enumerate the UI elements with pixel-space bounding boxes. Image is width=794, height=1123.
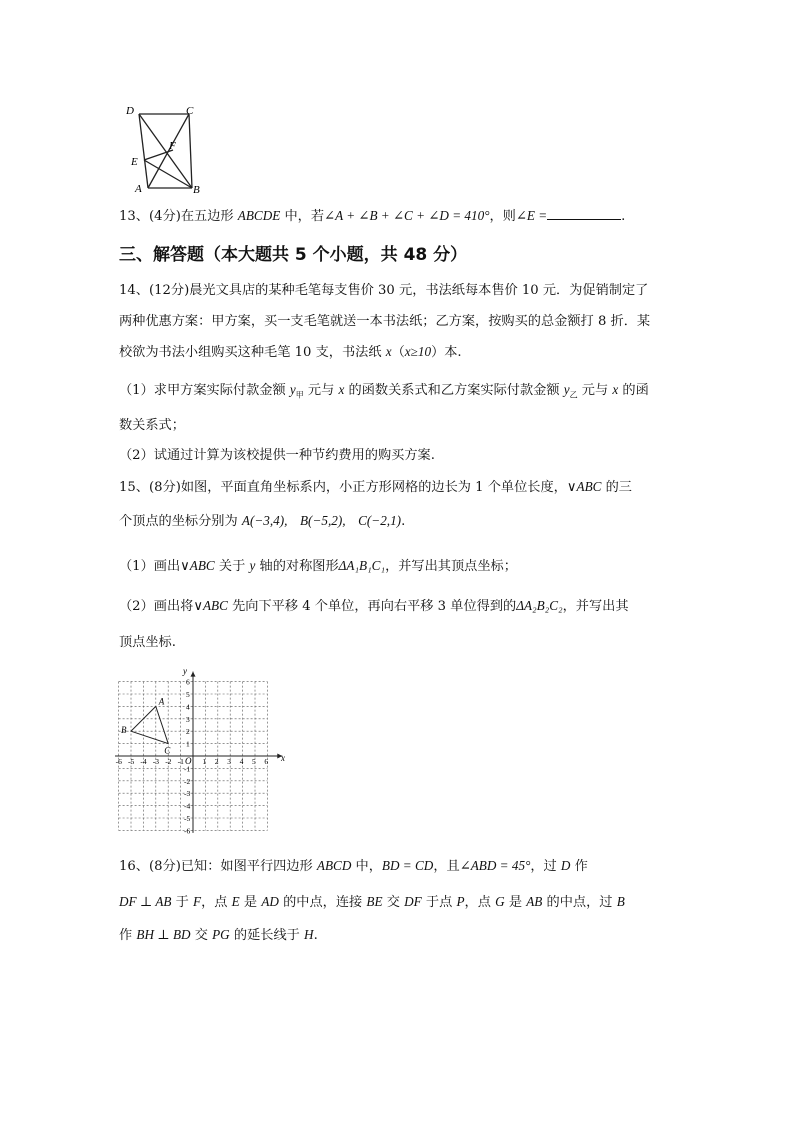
triangle-abc-shape <box>131 706 168 743</box>
y-axis-arrow-icon <box>191 672 196 677</box>
y-tick-label: 6 <box>186 677 190 687</box>
question-15-sub-2: （2）画出将∨ABC 先向下平移 4 个单位，再向右平移 3 单位得到的ΔA₂B₂C₂，并写出其 <box>119 598 629 614</box>
x-tick-label: 3 <box>227 757 231 766</box>
y-tick-label: -3 <box>184 789 191 799</box>
point-label-b: B <box>121 725 127 736</box>
y-tick-label: -4 <box>184 801 191 811</box>
x-tick-label: -6 <box>115 757 122 766</box>
label-e: E <box>131 156 138 168</box>
coordinate-grid-figure <box>115 664 295 834</box>
question-14-line-2: 两种优惠方案：甲方案，买一支毛笔就送一本书法纸；乙方案，按购买的总金额打 8 折．某 <box>119 314 651 329</box>
label-d: D <box>126 105 134 117</box>
question-16-line-1: 16、(8分)已知：如图平行四边形 ABCD 中，BD = CD，且∠ABD = 45°，过 D 作 <box>119 858 588 874</box>
axes <box>115 666 285 833</box>
x-tick-label: 4 <box>239 757 244 766</box>
question-15-sub-2-cont: 顶点坐标. <box>119 635 176 650</box>
x-tick-label: -2 <box>165 757 172 766</box>
y-tick-label: -2 <box>184 776 191 786</box>
question-15-line-2: 个顶点的坐标分别为 A(−3,4), B(−5,2), C(−2,1). <box>119 513 406 529</box>
triangle-abc <box>121 696 171 755</box>
y-tick-label: 2 <box>186 727 190 737</box>
question-13: 13、(4分)在五边形 ABCDE 中，若∠A + ∠B + ∠C + ∠D = 410°，则∠E = . <box>119 208 626 224</box>
label-a: A <box>135 183 142 195</box>
question-15-sub-1: （1）画出∨ABC 关于 y 轴的对称图形ΔA₁B₁C₁，并写出其顶点坐标； <box>119 558 517 574</box>
y-tick-label: -5 <box>184 814 191 823</box>
x-tick-label: 5 <box>252 757 256 766</box>
x-tick-label: 2 <box>214 757 219 766</box>
question-16-line-3: 作 BH ⊥ BD 交 PG 的延长线于 H. <box>119 927 318 943</box>
question-14-line-1: 14、(12分)晨光文具店的某种毛笔每支售价 30 元，书法纸每本售价 10 元．为促销制定了 <box>119 283 649 298</box>
parallelogram-figure <box>126 102 216 196</box>
x-tick-label: 1 <box>202 757 207 766</box>
question-15-line-1: 15、(8分)如图，平面直角坐标系内，小正方形网格的边长为 1 个单位长度，∨ABC 的三 <box>119 479 632 495</box>
x-tick-label: -3 <box>152 757 160 766</box>
y-tick-label: -1 <box>184 764 191 774</box>
point-label-c: C <box>164 745 171 756</box>
x-axis-label: x <box>281 753 286 763</box>
section-3-title: 三、解答题（本大题共 5 个小题，共 48 分） <box>119 245 468 265</box>
y-tick-label: 5 <box>186 690 190 699</box>
x-tick-label: 6 <box>264 757 269 766</box>
y-tick-label: -6 <box>184 826 191 834</box>
y-axis-label: y <box>183 666 187 677</box>
question-14-sub-1: （1）求甲方案实际付款金额 $y_甲$ 元与 x 的函数关系式和乙方案实际付款金额 $y_乙$ 元与 x 的函 <box>119 382 649 400</box>
question-14-sub-2: （2）试通过计算为该校提供一种节约费用的购买方案. <box>119 448 435 463</box>
y-tick-label: 1 <box>186 739 190 749</box>
label-c: C <box>186 105 194 117</box>
x-tick-label: -5 <box>128 757 135 766</box>
y-tick-label: 4 <box>186 702 190 712</box>
x-tick-label: -4 <box>140 757 147 766</box>
point-label-a: A <box>158 696 165 707</box>
label-f: F <box>169 140 176 152</box>
question-14-line-3: 校欲为书法小组购买这种毛笔 10 支，书法纸 x（x≥10）本. <box>119 344 462 360</box>
question-14-sub-1-cont: 数关系式； <box>119 418 185 433</box>
label-b: B <box>193 184 200 196</box>
y-tick-label: 3 <box>186 714 190 724</box>
question-16-line-2: DF ⊥ AB 于 F，点 E 是 AD 的中点，连接 BE 交 DF 于点 P，点 G 是 AB 的中点，过 B <box>119 894 625 910</box>
origin-label: O <box>185 756 192 766</box>
answer-blank[interactable] <box>547 207 621 220</box>
x-tick-label: -1 <box>177 757 184 766</box>
